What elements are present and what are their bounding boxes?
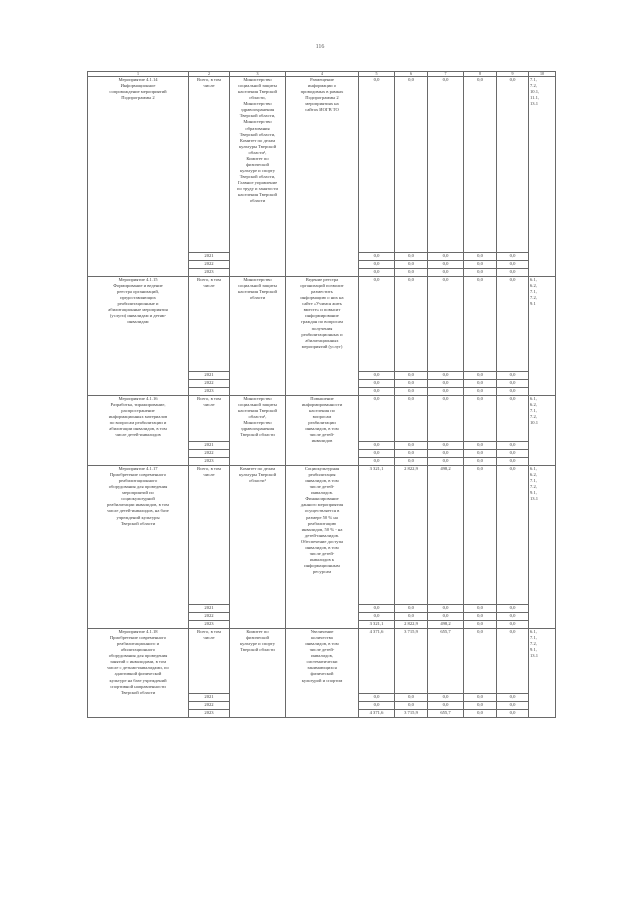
measure-row — [88, 277, 556, 372]
expected-result: Размещение информации о проводимых в рамках Подпрограммы 2 мероприятиях на сайтах ИОГВ ТО — [286, 77, 359, 277]
year-value: 0,0 — [428, 261, 464, 269]
year-value: 0,0 — [497, 702, 529, 710]
measure-name: Мероприятие 4.1.17 Приобретение современного реабилитационного оборудования для проведения мероприятий по социокультурной реабилитации инвалидов, в том числе детей-инвалидов, на базе учреждений культуры Тверской области — [88, 466, 189, 629]
total-value: 0,0 — [464, 466, 497, 605]
measure-name: Мероприятие 4.1.18 Приобретение современного реабилитационного и абилитационного оборудования для проведения занятий с инвалидами, в том числе с детьми-инвалидами, по адаптивной физической культуре на базе учреждений спортивной направленности Тверской области — [88, 629, 189, 718]
year-value: 0,0 — [464, 269, 497, 277]
year-label: 2022 — [189, 450, 230, 458]
year-label: 2022 — [189, 613, 230, 621]
year-value: 498,2 — [428, 621, 464, 629]
year-value: 0,0 — [359, 253, 395, 261]
year-value: 0,0 — [395, 458, 428, 466]
year-label: 2022 — [189, 261, 230, 269]
year-value: 0,0 — [464, 253, 497, 261]
period-label: Всего, в том числе — [189, 629, 230, 694]
year-value: 0,0 — [395, 694, 428, 702]
year-value: 0,0 — [464, 372, 497, 380]
total-value: 0,0 — [359, 77, 395, 253]
total-value: 0,0 — [395, 396, 428, 442]
indicator-codes: 6.1, 6.2, 7.1, 7.2, 10.1 — [529, 396, 556, 466]
expected-result: Повышение информированности населения по вопросам реабилитации инвалидов, в том числе детей- инвалидов — [286, 396, 359, 466]
year-label: 2021 — [189, 605, 230, 613]
column-number: 9 — [497, 72, 529, 77]
year-value: 0,0 — [464, 702, 497, 710]
total-value: 0,0 — [428, 77, 464, 253]
year-value: 0,0 — [359, 450, 395, 458]
year-value: 0,0 — [395, 450, 428, 458]
year-value: 0,0 — [428, 613, 464, 621]
year-value: 0,0 — [497, 388, 529, 396]
year-value: 0,0 — [497, 613, 529, 621]
total-value: 0,0 — [497, 396, 529, 442]
column-number: 4 — [286, 72, 359, 77]
year-value: 0,0 — [395, 372, 428, 380]
year-value: 0,0 — [497, 442, 529, 450]
total-value: 3 715,9 — [395, 629, 428, 694]
year-value: 0,0 — [497, 450, 529, 458]
year-value: 0,0 — [359, 261, 395, 269]
executor: Комитет по физической культуре и спорту Тверской области — [230, 629, 286, 718]
year-value: 0,0 — [428, 702, 464, 710]
indicator-codes: 6.1, 6.2, 7.1, 7.2, 9.1, 13.1 — [529, 466, 556, 629]
year-value: 3 715,9 — [395, 710, 428, 718]
expected-result: Социокультурная реабилитация инвалидов, в том числе детей- инвалидов. Финансирование данного мероприятия осуществляется в размере 50 % на реабилитацию инвалидов, 50 % - на детей-инвалидов. Обеспечение доступа инвалидов, в том числе детей- инвалидов к информационным ресурсам — [286, 466, 359, 629]
year-value: 0,0 — [428, 450, 464, 458]
period-label: Всего, в том числе — [189, 77, 230, 253]
year-value: 0,0 — [428, 372, 464, 380]
year-value: 0,0 — [497, 694, 529, 702]
measure-row — [88, 77, 556, 253]
year-value: 4 371,6 — [359, 710, 395, 718]
year-label: 2021 — [189, 372, 230, 380]
total-value: 0,0 — [464, 77, 497, 253]
year-value: 655,7 — [428, 710, 464, 718]
year-value: 0,0 — [359, 269, 395, 277]
executor: Комитет по делам культуры Тверской области¹ — [230, 466, 286, 629]
period-label: Всего, в том числе — [189, 277, 230, 372]
column-number: 3 — [230, 72, 286, 77]
year-label: 2023 — [189, 458, 230, 466]
year-value: 0,0 — [428, 458, 464, 466]
total-value: 655,7 — [428, 629, 464, 694]
measure-row — [88, 396, 556, 442]
year-value: 0,0 — [497, 458, 529, 466]
total-value: 0,0 — [464, 277, 497, 372]
executor: Министерство социальной защиты населения Тверской области — [230, 277, 286, 396]
year-label: 2021 — [189, 253, 230, 261]
total-value: 4 371,6 — [359, 629, 395, 694]
year-value: 0,0 — [497, 710, 529, 718]
measures-table — [87, 71, 556, 718]
year-label: 2023 — [189, 388, 230, 396]
year-value: 3 321,1 — [359, 621, 395, 629]
year-value: 0,0 — [395, 442, 428, 450]
total-value: 2 822,9 — [395, 466, 428, 605]
year-value: 0,0 — [497, 261, 529, 269]
total-value: 0,0 — [428, 396, 464, 442]
year-value: 0,0 — [464, 442, 497, 450]
year-value: 0,0 — [428, 253, 464, 261]
year-value: 0,0 — [497, 621, 529, 629]
year-value: 0,0 — [464, 613, 497, 621]
year-value: 0,0 — [428, 269, 464, 277]
year-value: 0,0 — [464, 380, 497, 388]
total-value: 3 321,1 — [359, 466, 395, 605]
year-label: 2022 — [189, 380, 230, 388]
executor: Министерство социальной защиты населения Тверской области¹, Министерство здравоохранения Тверской области — [230, 396, 286, 466]
measure-name: Мероприятие 4.1.15 Формирование и ведение реестра организаций, предоставляющих реабилитационные и абилитационные мероприятия (услуги) инвалидам и детям- инвалидам — [88, 277, 189, 396]
year-value: 0,0 — [395, 613, 428, 621]
year-value: 0,0 — [359, 458, 395, 466]
year-label: 2023 — [189, 710, 230, 718]
year-value: 0,0 — [497, 605, 529, 613]
year-value: 0,0 — [428, 380, 464, 388]
total-value: 0,0 — [497, 629, 529, 694]
total-value: 498,2 — [428, 466, 464, 605]
year-value: 0,0 — [464, 694, 497, 702]
column-number: 10 — [529, 72, 556, 77]
column-number: 2 — [189, 72, 230, 77]
year-value: 2 822,9 — [395, 621, 428, 629]
year-value: 0,0 — [359, 372, 395, 380]
year-value: 0,0 — [359, 702, 395, 710]
year-value: 0,0 — [395, 388, 428, 396]
year-label: 2023 — [189, 269, 230, 277]
year-value: 0,0 — [395, 605, 428, 613]
year-label: 2021 — [189, 694, 230, 702]
year-value: 0,0 — [464, 710, 497, 718]
year-value: 0,0 — [497, 269, 529, 277]
year-label: 2021 — [189, 442, 230, 450]
expected-result: Ведение реестра организаций позволит разместить информацию о них на сайте «Учимся жить вместе» и повысит информирование граждан по вопросам получения реабилитационных и абилитационных мероприятий (услуг) — [286, 277, 359, 396]
measure-row — [88, 466, 556, 605]
total-value: 0,0 — [428, 277, 464, 372]
page-number: 116 — [315, 44, 325, 50]
total-value: 0,0 — [395, 277, 428, 372]
total-value: 0,0 — [359, 277, 395, 372]
year-value: 0,0 — [359, 388, 395, 396]
year-value: 0,0 — [428, 694, 464, 702]
year-value: 0,0 — [428, 388, 464, 396]
year-value: 0,0 — [497, 253, 529, 261]
year-value: 0,0 — [395, 269, 428, 277]
year-value: 0,0 — [428, 442, 464, 450]
expected-result: Увеличение количества инвалидов, в том числе детей- инвалидов, систематически занимающихся физической культурой и спортом — [286, 629, 359, 718]
total-value: 0,0 — [464, 629, 497, 694]
column-number: 8 — [464, 72, 497, 77]
total-value: 0,0 — [497, 77, 529, 253]
year-value: 0,0 — [395, 253, 428, 261]
year-value: 0,0 — [428, 605, 464, 613]
column-number: 6 — [395, 72, 428, 77]
year-value: 0,0 — [395, 261, 428, 269]
measure-row — [88, 629, 556, 694]
measure-name: Мероприятие 4.1.16 Разработка, тиражирование, распространение информационных материалов по вопросам реабилитации и абилитации инвалидов, в том числе детей-инвалидов — [88, 396, 189, 466]
year-value: 0,0 — [359, 694, 395, 702]
year-value: 0,0 — [464, 458, 497, 466]
year-value: 0,0 — [464, 621, 497, 629]
year-value: 0,0 — [464, 261, 497, 269]
indicator-codes: 6.1, 6.2, 7.1, 7.2, 9.1 — [529, 277, 556, 396]
period-label: Всего, в том числе — [189, 466, 230, 605]
year-value: 0,0 — [359, 442, 395, 450]
year-value: 0,0 — [395, 702, 428, 710]
period-label: Всего, в том числе — [189, 396, 230, 442]
indicator-codes: 7.1, 7.2, 10.1, 11.1, 13.1 — [529, 77, 556, 277]
column-number: 1 — [88, 72, 189, 77]
year-label: 2023 — [189, 621, 230, 629]
year-value: 0,0 — [497, 372, 529, 380]
indicator-codes: 6.1, 7.1, 7.2, 9.1, 13.1 — [529, 629, 556, 718]
year-value: 0,0 — [359, 605, 395, 613]
total-value: 0,0 — [497, 277, 529, 372]
measure-name: Мероприятие 4.1.14 Информационное сопровождение мероприятий Подпрограммы 2 — [88, 77, 189, 277]
executor: Министерство социальной защиты населения Тверской области, Министерство здравоохранения Тверской области, Министерство образования Тверской области, Комитет по делам культуры Тверской области¹, Комитет по физической культуре и спорту Тверской области, Главное управление по труду и занятости населения Тверской области — [230, 77, 286, 277]
total-value: 0,0 — [395, 77, 428, 253]
total-value: 0,0 — [464, 396, 497, 442]
year-value: 0,0 — [464, 388, 497, 396]
total-value: 0,0 — [497, 466, 529, 605]
year-value: 0,0 — [497, 380, 529, 388]
total-value: 0,0 — [359, 396, 395, 442]
column-number: 7 — [428, 72, 464, 77]
year-value: 0,0 — [359, 380, 395, 388]
year-label: 2022 — [189, 702, 230, 710]
year-value: 0,0 — [464, 605, 497, 613]
column-number: 5 — [359, 72, 395, 77]
year-value: 0,0 — [395, 380, 428, 388]
year-value: 0,0 — [359, 613, 395, 621]
year-value: 0,0 — [464, 450, 497, 458]
